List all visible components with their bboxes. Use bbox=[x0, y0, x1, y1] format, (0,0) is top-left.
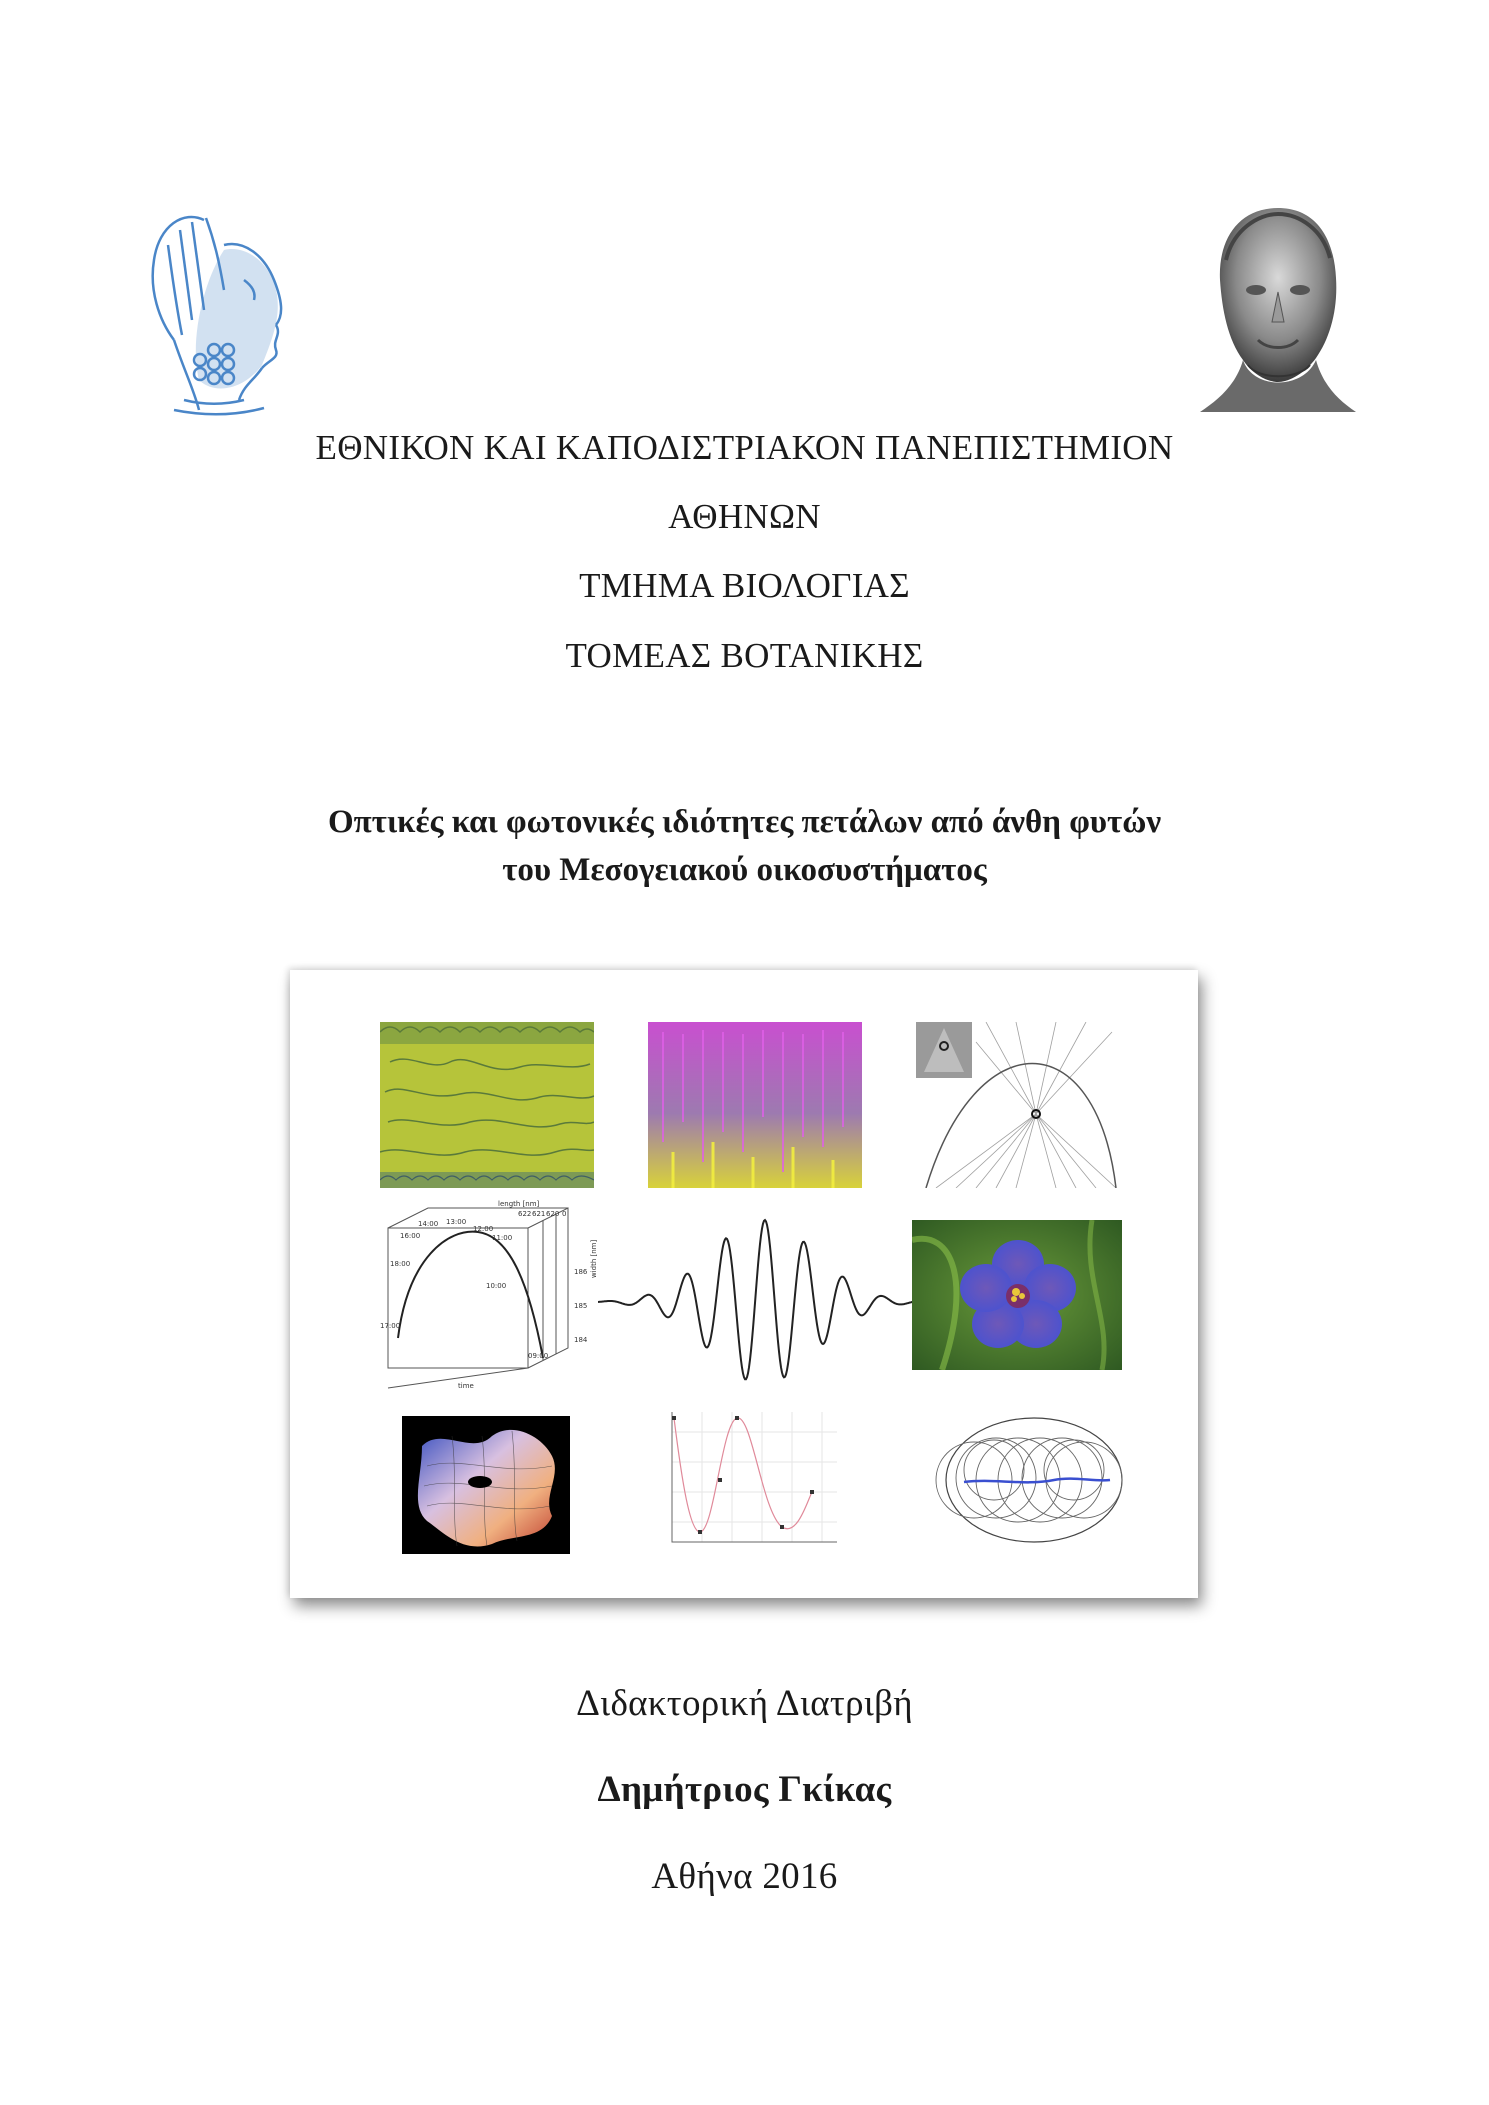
petal-cross-section-micrograph bbox=[380, 1022, 594, 1188]
clock-label-1600: 16:00 bbox=[400, 1232, 421, 1240]
author-name: Δημήτριος Γκίκας bbox=[597, 1769, 892, 1810]
clock-label-1700: 17:00 bbox=[380, 1322, 401, 1330]
department-name: ΤΜΗΜΑ ΒΙΟΛΟΓΙΑΣ bbox=[579, 566, 910, 605]
philosopher-bust-logo bbox=[1198, 200, 1358, 418]
tick-184: 184 bbox=[574, 1336, 588, 1344]
optical-simulation-map bbox=[648, 1022, 862, 1188]
ellipse-circles-diagram bbox=[934, 1400, 1134, 1560]
tick-621: 621 bbox=[532, 1210, 546, 1218]
clock-label-1300: 13:00 bbox=[446, 1218, 467, 1226]
ray-tracing-diagram bbox=[916, 1022, 1120, 1188]
university-name-line1: ΕΘΝΙΚΟΝ ΚΑΙ ΚΑΠΟΔΙΣΤΡΙΑΚΟΝ ΠΑΝΕΠΙΣΤΗΜΙΟΝ bbox=[315, 428, 1174, 467]
thesis-title-line2: του Μεσογειακού οικοσυστήματος bbox=[502, 852, 987, 888]
university-athena-logo bbox=[144, 200, 296, 420]
clock-label-1000: 10:00 bbox=[486, 1282, 507, 1290]
growth-3d-time-plot bbox=[378, 1198, 610, 1396]
tick-185: 185 bbox=[574, 1302, 588, 1310]
tick-0: 0 bbox=[562, 1210, 567, 1218]
sector-name: ΤΟΜΕΑΣ ΒΟΤΑΝΙΚΗΣ bbox=[565, 636, 924, 675]
document-type: Διδακτορική Διατριβή bbox=[576, 1683, 913, 1724]
wave-packet-graphic bbox=[598, 1212, 928, 1392]
tick-620: 620 bbox=[546, 1210, 560, 1218]
axis-label-time: time bbox=[458, 1382, 474, 1390]
reflectance-line-plot bbox=[652, 1402, 842, 1560]
3d-surface-plot bbox=[402, 1416, 570, 1554]
thesis-title-line1: Οπτικές και φωτονικές ιδιότητες πετάλων από άνθη φυτών bbox=[327, 804, 1162, 840]
axis-label-width: width [nm] bbox=[590, 1239, 598, 1278]
place-and-year: Αθήνα 2016 bbox=[651, 1856, 838, 1897]
axis-label-length: length [nm] bbox=[498, 1200, 540, 1208]
tick-622: 622 bbox=[518, 1210, 532, 1218]
cover-figure-collage bbox=[290, 970, 1198, 1598]
university-name-line2: ΑΘΗΝΩΝ bbox=[668, 497, 821, 536]
tick-186: 186 bbox=[574, 1268, 588, 1276]
clock-label-1800: 18:00 bbox=[390, 1260, 411, 1268]
clock-label-1100: 11:00 bbox=[492, 1234, 513, 1242]
clock-label-0900: 09:00 bbox=[528, 1352, 549, 1360]
blue-flower-photo bbox=[912, 1220, 1122, 1370]
clock-label-1200: 12:00 bbox=[473, 1225, 494, 1233]
clock-label-1400: 14:00 bbox=[418, 1220, 439, 1228]
